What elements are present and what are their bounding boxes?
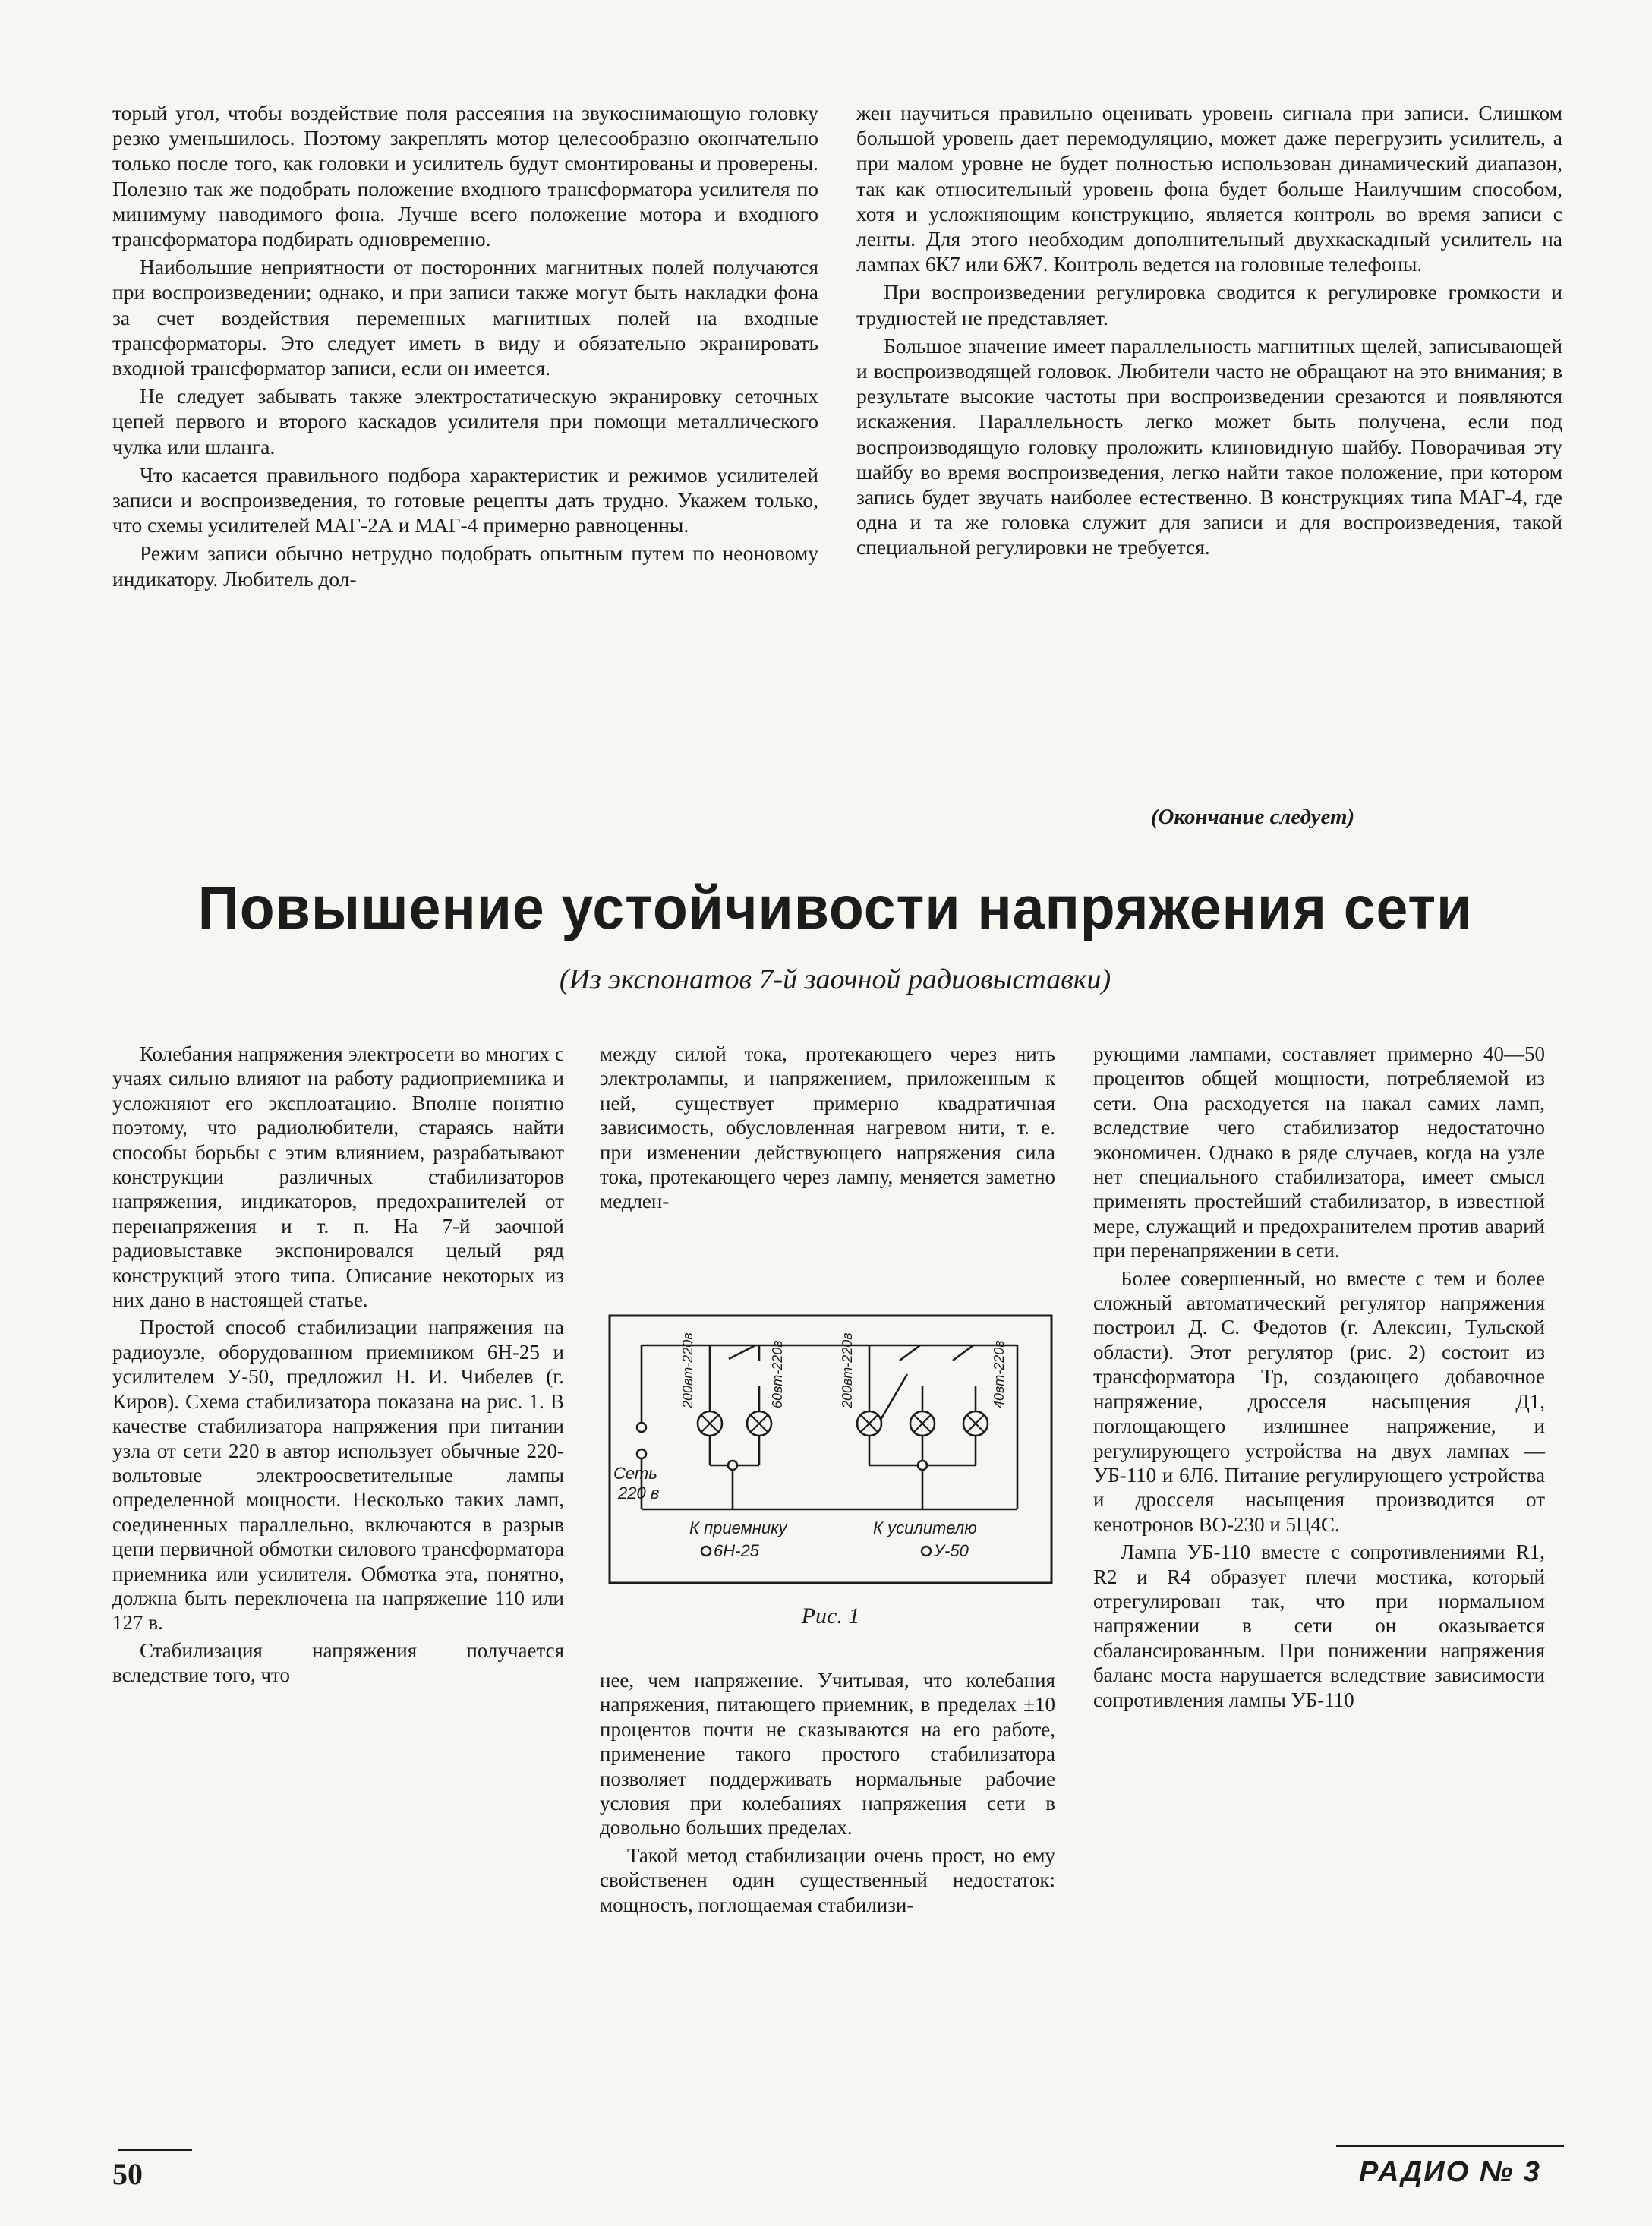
paragraph: Более совершенный, но вместе с тем и более сложный автоматический регулятор напряжения построил Д. С. Федотов (г. Алексин, Тульской области). Этот регулятор (рис. 2) состоит из трансформатора Тр, создающего добавочное напряжение, дросселя насыщения Д1, поглощающего излишнее напряжение, и регулирующего устройства на двух лампах — УБ-110 и 6Л6. Питание регулирующего устройства и дросселя насыщения производится от кенотронов ВО-230 и 5Ц4С. [1093, 1266, 1545, 1536]
paragraph: При воспроизведении регулировка сводится к регулировке громкости и трудностей не представляет. [856, 280, 1562, 329]
paragraph: Такой метод стабилизации очень прост, но ему свойственен один существенный недостаток: мощность, поглощаемая стабилизи- [600, 1843, 1055, 1916]
mains-voltage: 220 в [618, 1483, 660, 1502]
lamp-label-3: 200вт-220в [840, 1332, 855, 1408]
journal-issue: РАДИО № 3 [1359, 2156, 1541, 2188]
terminal-receiver-2 [701, 1547, 711, 1556]
top-right-column [856, 100, 1562, 563]
paragraph: Простой способ стабилизации напряжения на радиоузле, оборудованном приемником 6Н-25 и усилителем У-50, предложил Н. И. Чибелев (г. Киров). Схема стабилизатора показана на рис. 1. В качестве стабилизатора напряжения при питании узла от сети 220 в автор использует обычные 220-вольтовые электроосветительные лампы определенной мощности. Несколько таких ламп, соединенных параллельно, включаются в разрыв цепи первичной обмотки силового трансформатора приемника или усилителя. Обмотка эта, понятно, должна быть переключена на напряжение 110 или 127 в. [112, 1316, 564, 1635]
paragraph: Большое значение имеет параллельность магнитных щелей, записывающей и воспроизводящей головок. Любители часто не обращают на это внимания; в результате высокие частоты при воспроизведении срезаются и появляются искажения. Параллельность легко может быть получена, если под воспроизводящую головку проложить клиновидную шайбу. Поворачивая эту шайбу во время воспроизведения, легко найти такое положение, при котором запись будет звучать наиболее естественно. В конструкциях типа МАГ-4, где одна и та же головка служит для записи и для воспроизведения, такой специальной регулировки не требуется. [856, 333, 1562, 560]
footer-rule [1336, 2145, 1564, 2147]
figure-frame [610, 1316, 1051, 1583]
paragraph: торый угол, чтобы воздействие поля рассеяния на звукоснимающую головку резко уменьшилось. Поэтому закреплять мотор целесообразно окончательно только после того, как головки и усилитель будут смонтированы и проверены. Полезно так же подобрать положение входного трансформатора усилителя по минимуму наводимого фона. Лучше всего положение мотора и входного трансформатора подбирать одновременно. [112, 101, 818, 251]
mains-label: Сеть [613, 1464, 657, 1483]
terminal-amplifier-2 [922, 1547, 931, 1556]
paragraph: Наибольшие неприятности от посторонних магнитных полей получаются при воспроизведении; однако, и при записи также могут быть накладки фона за счет воздействия переменных магнитных полей на входные трансформаторы. Это следует иметь в виду и обязательно экранировать входной трансформатор записи, если он имеется. [112, 255, 818, 380]
figure-1-caption: Рис. 1 [801, 1603, 860, 1629]
circuit-svg [607, 1313, 1054, 1585]
terminal-mains-1 [637, 1423, 646, 1432]
terminal-mains-2 [637, 1449, 646, 1458]
page-number-rule [118, 2149, 192, 2151]
paragraph: Режим записи обычно нетрудно подобрать опытным путем по неоновому индикатору. Любитель дол- [112, 541, 818, 591]
paragraph: Что касается правильного подбора характеристик и режимов усилителей записи и воспроизведения, то готовые рецепты дать трудно. Укажем только, что схемы усилителей МАГ-2А и МАГ-4 примерно равноценны. [112, 462, 818, 538]
figure-1-circuit-diagram [607, 1313, 1054, 1585]
lamp-label-1: 200вт-220в [680, 1332, 695, 1408]
lamp-label-2: 60вт-220в [770, 1340, 785, 1408]
body-middle-column-lower [600, 1668, 1055, 1920]
switch-1 [729, 1345, 755, 1359]
paragraph: Не следует забывать также электростатическую экранировку сеточных цепей первого и второго каскадов усилителя при помощи металлического чулка или шланга. [112, 384, 818, 459]
article-title: Повышение устойчивости напряжения сети [197, 874, 1473, 941]
article-subtitle: (Из экспонатов 7-й заочной радиовыставки) [559, 963, 1111, 995]
page-number: 50 [112, 2157, 143, 2191]
terminal-amplifier-1 [918, 1461, 927, 1470]
to-receiver-label: К приемнику [689, 1518, 787, 1537]
paragraph: нее, чем напряжение. Учитывая, что колебания напряжения, питающего приемник, в пределах ±10 процентов почти не сказываются на его работе, применение такого простого стабилизатора позволяет поддерживать нормальные рабочие условия при колебаниях напряжения сети в довольно больших пределах. [600, 1669, 1055, 1840]
paragraph: Лампа УБ-110 вместе с сопротивлениями R1, R2 и R4 образует плечи мостика, который отрегулирован так, что при нормальном напряжении в сети он оказывается сбалансированным. При понижении напряжения баланс моста нарушается вследствие зависимости сопротивления лампы УБ-110 [1093, 1540, 1545, 1711]
wire-sw-link [881, 1374, 907, 1420]
to-amplifier-label: К усилителю [873, 1518, 977, 1537]
switch-3 [953, 1345, 973, 1361]
paragraph: жен научиться правильно оценивать уровень сигнала при записи. Слишком большой уровень дает перемодуляцию, может даже перегрузить усилитель, а при малом уровне не будет полностью использован динамический диапазон, так как относительный уровень фона будет больше Наилучшим способом, хотя и усложняющим конструкцию, является контроль во время записи с ленты. Для этого необходим дополнительный двухкаскадный усилитель на лампах 6К7 или 6Ж7. Контроль ведется на головные телефоны. [856, 101, 1562, 276]
continued-note: (Окончание следует) [1150, 805, 1355, 829]
terminal-receiver-1 [728, 1461, 737, 1470]
amplifier-model: У-50 [934, 1541, 969, 1560]
receiver-model: 6Н-25 [714, 1541, 759, 1560]
paragraph: Колебания напряжения электросети во многих с учаях сильно влияют на работу радиоприемника и усложняют его эксплоатацию. Вполне понятно поэтому, что радиолюбители, стараясь найти способы борьбы с этим влиянием, разрабатывают конструкции различных стабилизаторов напряжения, индикаторов, предохранителей от перенапряжения и т. п. На 7-й заочной радиовыставке экспонировался целый ряд конструкций этого типа. Описание некоторых из них дано в настоящей статье. [112, 1042, 564, 1312]
top-left-column [112, 100, 818, 594]
paragraph: Стабилизация напряжения получается вследствие того, что [112, 1638, 564, 1687]
body-left-column [112, 1042, 564, 1691]
paragraph: между силой тока, протекающего через нить электролампы, и напряжением, приложенным к ней, существует примерно квадратичная зависимость, обусловленная нагревом нити, т. е. при изменении действующего напряжения сила тока, протекающего через лампу, меняется заметно медлен- [600, 1042, 1055, 1213]
paragraph: рующими лампами, составляет примерно 40—50 процентов общей мощности, потребляемой из сети. Она расходуется на накал самих ламп, вследствие чего стабилизатор недостаточно экономичен. Однако в ряде случаев, когда на узле нет специального стабилизатора, имеет смысл применять простейший стабилизатор, в известной мере, служащий и предохранителем против аварий при перенапряжении в сети. [1093, 1042, 1545, 1263]
switch-2 [900, 1345, 920, 1361]
body-right-column [1093, 1042, 1545, 1715]
lamp-label-4: 40вт-220в [992, 1340, 1007, 1408]
body-middle-column-upper [600, 1042, 1055, 1217]
